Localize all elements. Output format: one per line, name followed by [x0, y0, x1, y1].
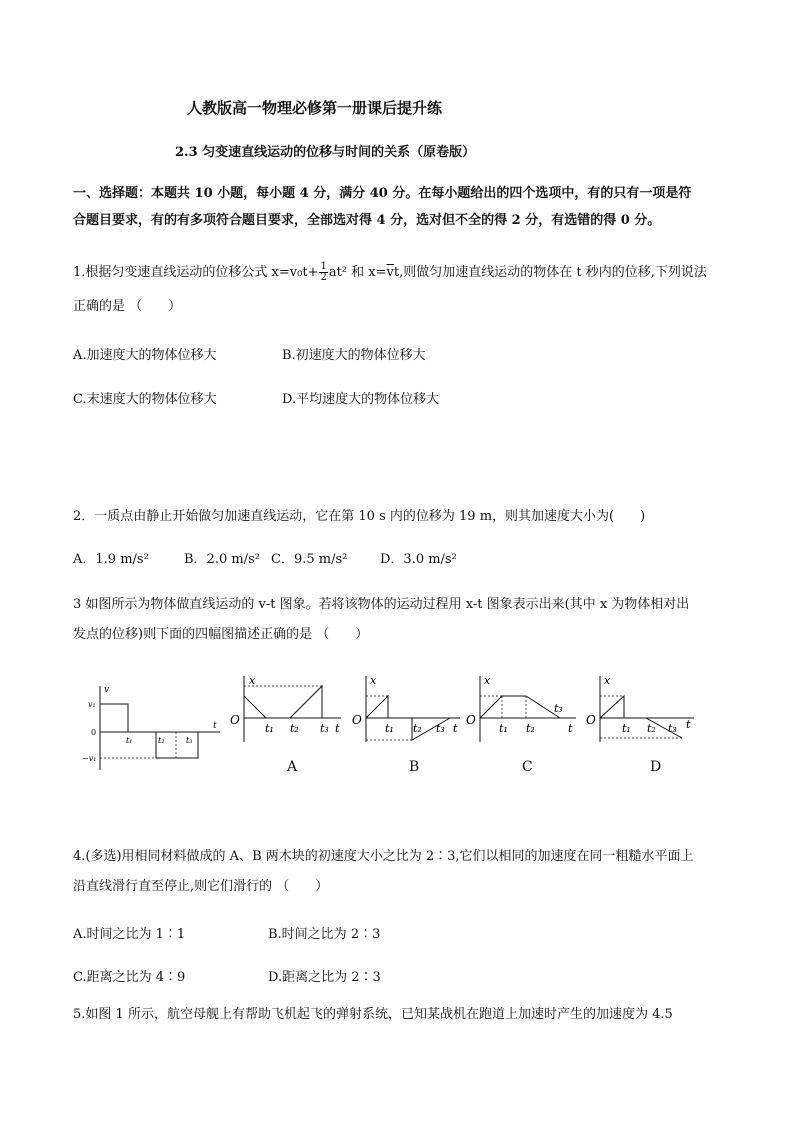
- q4-stem-line1: 4.(多选)用相同材料做成的 A、B 两木块的初速度大小之比为 2∶3,它们以相同的加速度在同一粗糙水平面上: [73, 849, 694, 864]
- q3-stem-line2: 发点的位移)则下面的四幅图描述正确的是 （ ）: [73, 627, 369, 642]
- graph-d-t1: t₁: [622, 722, 631, 735]
- q5-stem-line1: 5.如图 1 所示，航空母舰上有帮助飞机起飞的弹射系统，已知某战机在跑道上加速时产生的加速度为 4.5: [73, 1007, 673, 1022]
- q1-frac-num: 1: [320, 261, 327, 272]
- graph-b-x-label: x: [370, 674, 377, 687]
- graph-a-caption: A: [287, 759, 298, 775]
- q4-option-a: A.时间之比为 1∶1: [73, 927, 186, 942]
- vt-zero-label: 0: [91, 728, 97, 737]
- q1-option-d: D.平均速度大的物体位移大: [282, 392, 440, 407]
- graph-c-t-label: t: [568, 722, 573, 735]
- q1-stem-line2: 正确的是 （ ）: [73, 299, 182, 314]
- graph-a-t3: t₃: [320, 722, 329, 735]
- q2-option-a: A．1.9 m/s²: [73, 552, 149, 567]
- q1-option-b: B.初速度大的物体位移大: [282, 348, 426, 363]
- graph-c-t3: t₃: [554, 702, 563, 715]
- q2-option-b: B．2.0 m/s²: [184, 552, 260, 567]
- graph-c-curve: [480, 696, 560, 718]
- vt-t2-label: t₂: [158, 736, 165, 745]
- graph-c-caption: C: [522, 759, 533, 775]
- graph-b-t1: t₁: [385, 722, 394, 735]
- section-instruction-line1: 一、选择题：本题共 10 小题，每小题 4 分，满分 40 分。在每小题给出的四个选项中，有的只有一项是符: [73, 186, 692, 201]
- document-subtitle: 2.3 匀变速直线运动的位移与时间的关系（原卷版）: [175, 145, 476, 160]
- graph-a-t2: t₂: [290, 722, 299, 735]
- graph-b-caption: B: [409, 759, 420, 775]
- vt-neg-v1-label: −v₁: [82, 754, 97, 763]
- graph-c-t2: t₂: [526, 722, 535, 735]
- q2-option-c: C．9.5 m/s²: [271, 552, 348, 567]
- graph-d-t2: t₂: [647, 722, 656, 735]
- graph-a-t1: t₁: [265, 722, 274, 735]
- graph-b-t-label: t: [453, 722, 458, 735]
- section-instruction-line2: 合题目要求，有的有多项符合题目要求，全部选对得 4 分，选对但不全的得 2 分，有选错的得 0 分。: [73, 213, 661, 228]
- graph-c-origin: O: [466, 713, 476, 727]
- graph-c: [466, 672, 580, 744]
- q1-fraction: [319, 262, 327, 283]
- q4-option-d: D.距离之比为 2∶3: [268, 970, 381, 985]
- vt-v-label: v: [104, 685, 110, 695]
- q4-stem-line2: 沿直线滑行直至停止,则它们滑行的 （ ）: [73, 879, 329, 894]
- q1-option-a: A.加速度大的物体位移大: [73, 348, 217, 363]
- vt-t3-label: t₃: [186, 736, 193, 745]
- graph-b: [352, 672, 464, 744]
- q1-vbar: $\overline{v}$: [386, 265, 394, 280]
- graph-d-t3: t₃: [668, 722, 677, 735]
- graph-a-t-label: t: [335, 722, 340, 735]
- graph-d-t-label: t: [686, 718, 691, 731]
- q1-prefix: 1.根据匀变速直线运动的位移公式 x=v₀t+: [73, 265, 319, 280]
- q1-mid: at² 和 x=: [328, 265, 387, 280]
- q1-option-c: C.末速度大的物体位移大: [73, 392, 217, 407]
- q1-stem-line1: [73, 262, 707, 283]
- q4-option-b: B.时间之比为 2∶3: [268, 927, 381, 942]
- document-title: 人教版高一物理必修第一册课后提升练: [187, 99, 443, 117]
- vt-v1-label: v₁: [88, 700, 96, 709]
- graph-d-x-label: x: [604, 674, 611, 687]
- graph-a-x-label: x: [249, 674, 256, 687]
- q1-frac-den: 2: [320, 272, 327, 283]
- q4-option-c: C.距离之比为 4∶9: [73, 970, 186, 985]
- vt-segment-1: [100, 704, 128, 732]
- graph-a-origin: O: [230, 713, 240, 727]
- graph-d-caption: D: [650, 759, 662, 775]
- graph-b-t2: t₂: [413, 722, 422, 735]
- graph-b-t3: t₃: [436, 722, 445, 735]
- vt-t1-label: t₁: [126, 736, 133, 745]
- q1-suffix: t,则做匀加速直线运动的物体在 t 秒内的位移,下列说法: [393, 265, 707, 280]
- vt-t-label: t: [213, 721, 217, 731]
- graph-d: [586, 672, 698, 744]
- q2-stem: 2．一质点由静止开始做匀加速直线运动，它在第 10 s 内的位移为 19 m，则其加速度大小为( ): [73, 509, 646, 524]
- graph-d-origin: O: [586, 713, 596, 727]
- graph-b-origin: O: [352, 713, 362, 727]
- q2-option-d: D．3.0 m/s²: [380, 552, 457, 567]
- graph-c-t1: t₁: [499, 722, 508, 735]
- graph-c-x-label: x: [484, 674, 491, 687]
- q3-stem-line1: 3 如图所示为物体做直线运动的 v-t 图象。若将该物体的运动过程用 x-t 图象表示出来(其中 x 为物体相对出: [73, 597, 690, 612]
- graph-a: [228, 672, 348, 744]
- graph-b-curve-1: [366, 696, 388, 718]
- graph-a-curve: [244, 686, 322, 718]
- vt-graph: [80, 680, 225, 775]
